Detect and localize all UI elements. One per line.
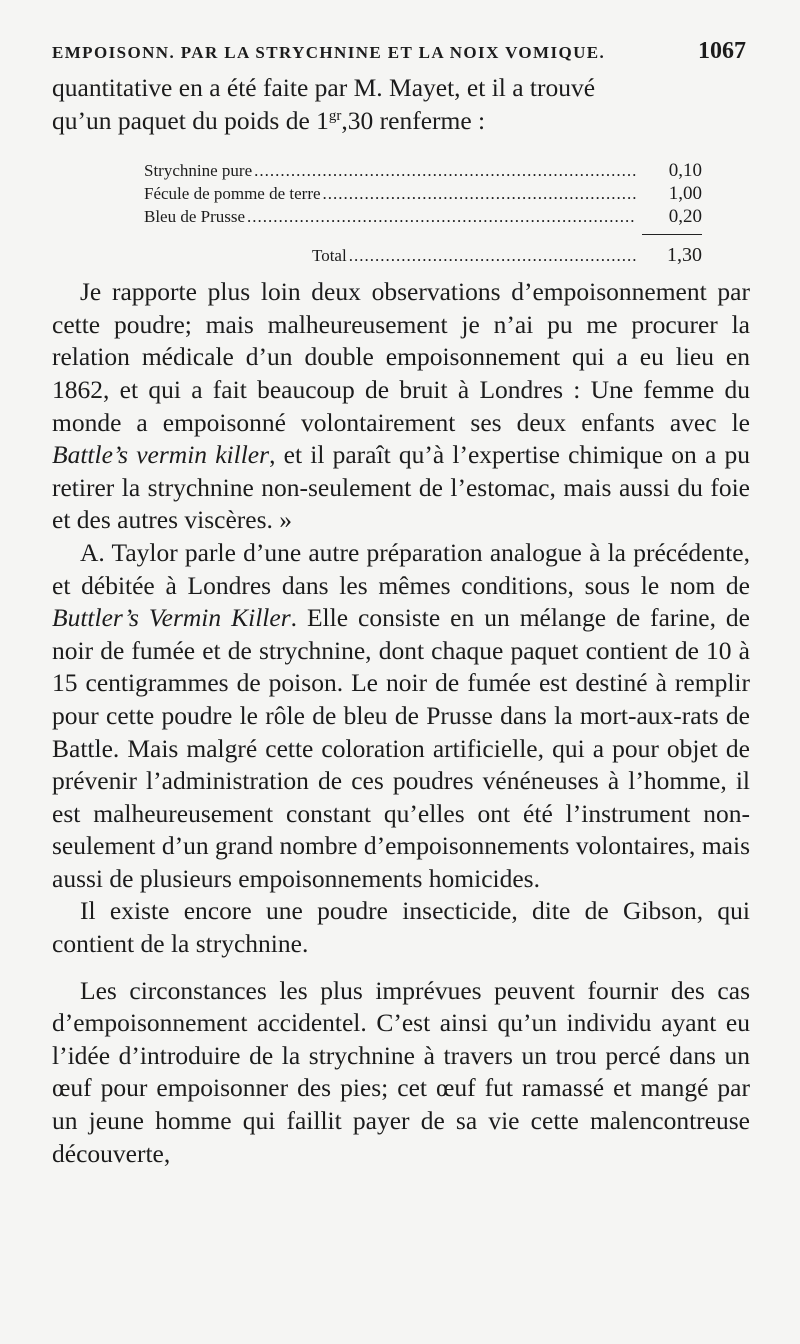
composition-table [52, 155, 750, 267]
paragraph-battle [52, 276, 750, 537]
dot-leader [349, 240, 636, 273]
page-number: 1067 [698, 38, 746, 64]
para2-text-b: . Elle consiste en un mélange de farine, de noir de fumée et de strychnine, dont chaque paquet contient de 10 à 15 centigrammes de poison. Le noir de fumée est destiné à remplir pour cette poudre le rôle de bleu de Prusse dans la mort-aux-rats de Battle. Mais malgré cette coloration artificielle, qui a pour objet de prévenir l’administration de ces poudres vénéneuses à l’homme, il est malheureusement constant qu’elles ont été l’instrument non-seulement d’un grand nombre d’empoisonnements volontaires, mais aussi de plusieurs empoisonnements homicides. [52, 603, 750, 893]
intro-line-1: quantitative en a été faite par M. Mayet, et il a trouvé [52, 73, 596, 102]
total-label: Total [312, 246, 347, 266]
ingredient-name: Fécule de pomme de terre [144, 184, 321, 204]
composition-row [52, 155, 750, 182]
para1-text-a: Je rapporte plus loin deux observations d’empoisonnement par cette poudre; mais malheureusement je n’ai pu me procurer la relation médicale d’un double empoisonnement qui a eu lieu en 1862, et qui a fait beaucoup de bruit à Londres : Une femme du monde a empoisonné volontairement ses deux enfants avec le [52, 277, 750, 437]
dot-leader [247, 201, 636, 234]
intro-line-2-start: qu’un paquet du poids de 1 [52, 105, 329, 135]
ingredient-value: 0,20 [668, 206, 702, 228]
intro-line-2-end: ,30 renferme : [341, 105, 486, 135]
ingredient-value: 1,00 [668, 183, 702, 205]
para1-text-b: , et il paraît qu’à l’expertise chimique on a pu retirer la strychnine non-seulement de l’estomac, mais aussi du foie et des autres viscères. » [52, 440, 750, 535]
total-value: 1,30 [667, 244, 702, 267]
paragraph-circonstances: Les circonstances les plus imprévues peuvent fournir des cas d’empoisonnement accidentel. C’est ainsi qu’un individu ayant eu l’idée d’introduire de la strychnine à travers un trou percé dans un œuf pour empoisonner des pies; cet œuf fut ramassé et mangé par un jeune homme qui faillit payer de sa vie cette malencontreuse découverte, [52, 975, 750, 1168]
running-head [52, 38, 750, 72]
para1-italic: Battle’s vermin killer [52, 440, 270, 470]
gram-superscript: gr [328, 107, 342, 124]
para2-italic: Buttler’s Vermin Killer [52, 603, 291, 633]
intro-line-2 [52, 105, 750, 138]
running-title: EMPOISONN. PAR LA STRYCHNINE ET LA NOIX VOMIQUE. [52, 43, 606, 62]
composition-row [52, 178, 750, 205]
body-text [52, 72, 750, 1170]
para2-text-a: A. Taylor parle d’une autre préparation analogue à la précédente, et débitée à Londres dans les mêmes conditions, sous le nom de [52, 537, 750, 600]
ingredient-name: Bleu de Prusse [144, 207, 246, 227]
composition-total-row [52, 239, 750, 267]
composition-row [52, 201, 750, 228]
ingredient-name: Strychnine pure [144, 161, 253, 181]
paragraph-taylor [52, 537, 750, 896]
total-rule [642, 234, 702, 235]
paragraph-gibson: Il existe encore une poudre insecticide, dite de Gibson, qui contient de la strychnine. [52, 896, 750, 959]
ingredient-value: 0,10 [668, 160, 702, 182]
